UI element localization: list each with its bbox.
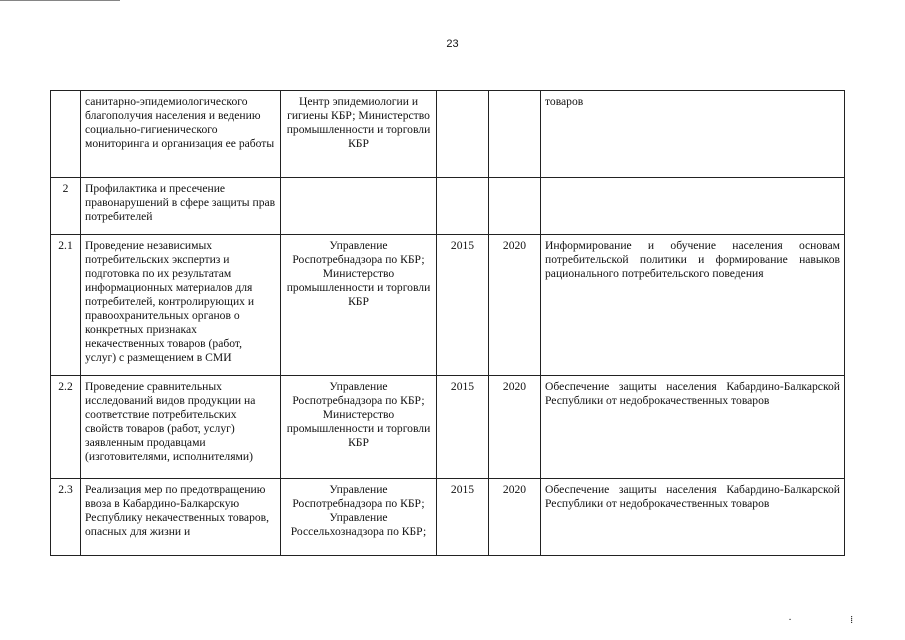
table-row xyxy=(51,479,845,556)
result-cell: Информирование и обучение населения основам потребительской политики и формирование навыков рационального потребительского поведения xyxy=(541,235,845,376)
end-year-cell: 2020 xyxy=(489,376,541,479)
start-year-cell: 2015 xyxy=(437,235,489,376)
row-number xyxy=(51,91,81,178)
executor-cell: Управление Роспотребнадзора по КБР; Министерство промышленности и торговли КБР xyxy=(281,376,437,479)
measures-table xyxy=(50,90,845,556)
table-row xyxy=(51,235,845,376)
executor-cell: Центр эпидемиологии и гигиены КБР; Министерство промышленности и торговли КБР xyxy=(281,91,437,178)
end-year-cell xyxy=(489,178,541,235)
start-year-cell xyxy=(437,91,489,178)
measure-cell: Проведение независимых потребительских экспертиз и подготовка по их результатам информационных материалов для потребителей, контролирующих и правоохранительных органов о конкретных признаках некачественных товаров (работ, услуг) с размещением в СМИ xyxy=(81,235,281,376)
page-number: 23 xyxy=(446,38,459,50)
scan-edge-mark xyxy=(0,0,120,4)
table-row xyxy=(51,91,845,178)
result-cell: Обеспечение защиты населения Кабардино-Балкарской Республики от недоброкачественных товаров xyxy=(541,376,845,479)
measure-cell: санитарно-эпидемиологического благополучия населения и ведению социально-гигиенического мониторинга и организация ее работы xyxy=(81,91,281,178)
table-row xyxy=(51,178,845,235)
row-number: 2.1 xyxy=(51,235,81,376)
scan-artifact-marks: · ⁞ xyxy=(788,615,881,626)
start-year-cell xyxy=(437,178,489,235)
executor-cell xyxy=(281,178,437,235)
table-row xyxy=(51,376,845,479)
start-year-cell: 2015 xyxy=(437,376,489,479)
row-number: 2.2 xyxy=(51,376,81,479)
executor-cell: Управление Роспотребнадзора по КБР; Министерство промышленности и торговли КБР xyxy=(281,235,437,376)
start-year-cell: 2015 xyxy=(437,479,489,556)
measure-cell: Проведение сравнительных исследований видов продукции на соответствие потребительских свойств товаров (работ, услуг) заявленным продавцами (изготовителями, исполнителями) xyxy=(81,376,281,479)
end-year-cell: 2020 xyxy=(489,235,541,376)
row-number: 2.3 xyxy=(51,479,81,556)
executor-cell: Управление Роспотребнадзора по КБР; Управление Россельхознадзора по КБР; xyxy=(281,479,437,556)
result-cell: Обеспечение защиты населения Кабардино-Балкарской Республики от недоброкачественных товаров xyxy=(541,479,845,556)
measure-cell: Реализация мер по предотвращению ввоза в Кабардино-Балкарскую Республику некачественных товаров, опасных для жизни и xyxy=(81,479,281,556)
row-number: 2 xyxy=(51,178,81,235)
result-cell xyxy=(541,178,845,235)
end-year-cell xyxy=(489,91,541,178)
end-year-cell: 2020 xyxy=(489,479,541,556)
measure-cell: Профилактика и пресечение правонарушений в сфере защиты прав потребителей xyxy=(81,178,281,235)
result-cell: товаров xyxy=(541,91,845,178)
